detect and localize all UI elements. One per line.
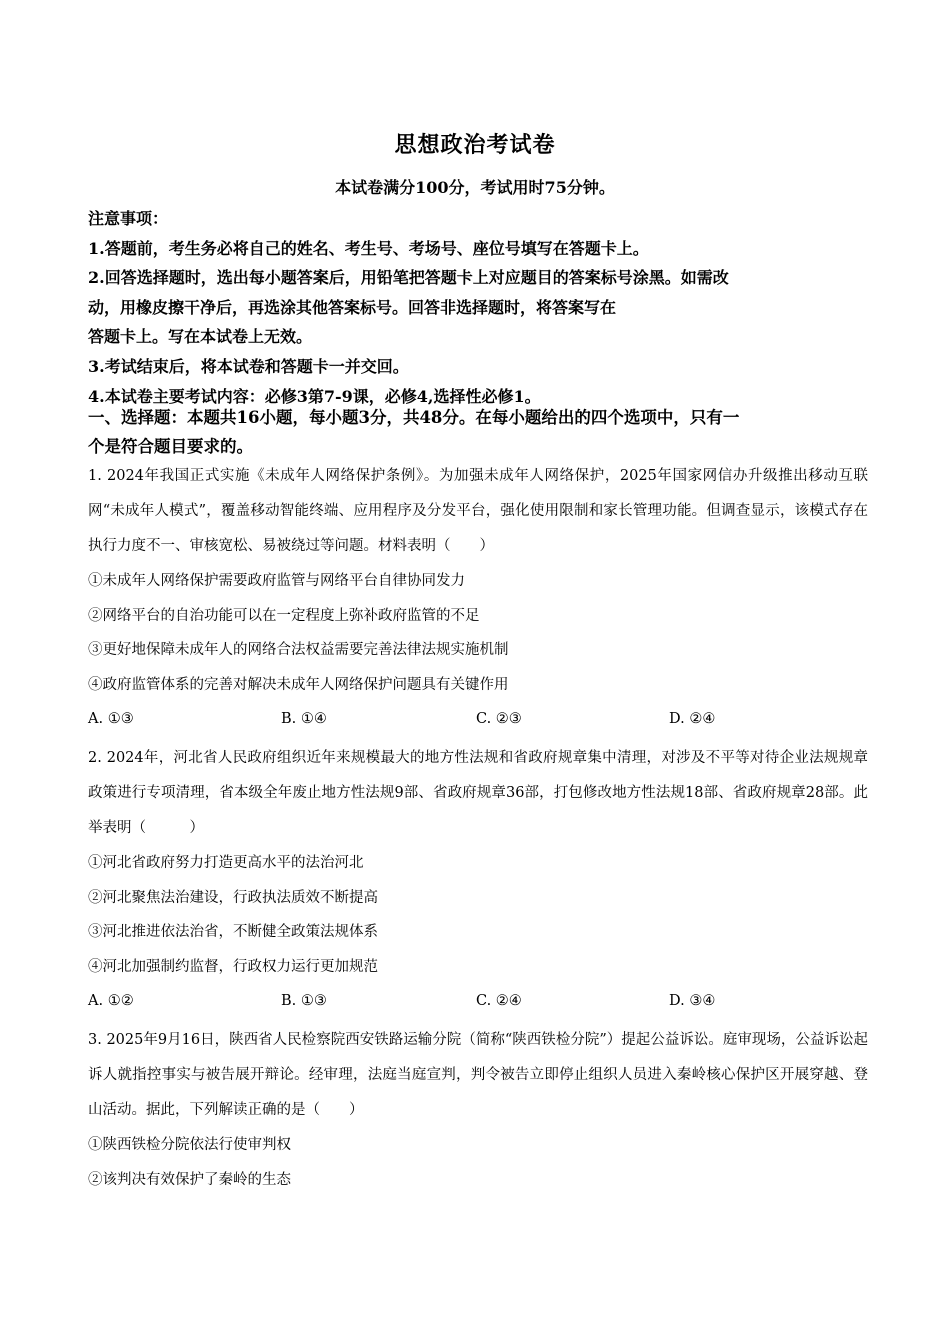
notice-item: 3.考试结束后，将本试卷和答题卡一并交回。: [88, 356, 409, 376]
answer-options: [88, 984, 868, 1018]
option-b: B. ①④: [281, 711, 327, 727]
question-stem: 3. 2025年9月16日，陕西省人民检察院西安铁路运输分院（简称“陕西铁检分院”）提起公益诉讼。庭审现场，公益诉讼起诉人就指控事实与被告展开辩论。经审理，法庭当庭宣判，判令被告立即停止组织人员进入秦岭核心保护区开展穿越、登山活动。据此，下列解读正确的是（ ）: [88, 1032, 868, 1118]
notice-block: [88, 204, 868, 411]
statement: ④政府监管体系的完善对解决未成年人网络保护问题具有关键作用: [88, 676, 509, 693]
question-stem: 2. 2024年，河北省人民政府组织近年来规模最大的地方性法规和省政府规章集中清理，对涉及不平等对待企业法规规章政策进行专项清理，省本级全年废止地方性法规9部、省政府规章36部，打包修改地方性法规18部、省政府规章28部。此举表明（ ）: [88, 750, 868, 836]
question-2: [88, 741, 868, 1018]
statement: ③河北推进依法治省，不断健全政策法规体系: [88, 924, 378, 940]
statement: ③更好地保障未成年人的网络合法权益需要完善法律法规实施机制: [88, 642, 509, 658]
question-stem: 1. 2024年我国正式实施《未成年人网络保护条例》。为加强未成年人网络保护，2025年国家网信办升级推出移动互联网“未成年人模式”，覆盖移动智能终端、应用程序及分发平台，强化使用限制和家长管理功能。但调查显示，该模式存在执行力度不一、审核宽松、易被绕过等问题。材料表明（ ）: [88, 468, 868, 554]
statement: ②河北聚焦法治建设，行政执法质效不断提高: [88, 889, 378, 906]
notice-item: 2.回答选择题时，选出每小题答案后，用铅笔把答题卡上对应题目的答案标号涂黑。如需改: [88, 268, 729, 288]
statement: ①陕西铁检分院依法行使审判权: [88, 1137, 291, 1153]
question-1: [88, 459, 868, 736]
exam-info: 本试卷满分100分，考试用时75分钟。: [335, 178, 615, 197]
option-d: D. ③④: [669, 993, 716, 1009]
statement: ①未成年人网络保护需要政府监管与网络平台自律协同发力: [88, 573, 465, 589]
option-a: A. ①③: [88, 711, 134, 727]
notice-item: 1.答题前，考生务必将自己的姓名、考生号、考场号、座位号填写在答题卡上。: [88, 238, 649, 258]
notice-item: 答题卡上。写在本试卷上无效。: [88, 327, 313, 347]
section-heading: [88, 403, 868, 461]
notice-heading: 注意事项：: [88, 209, 169, 228]
answer-options: [88, 702, 868, 736]
page-title: 思想政治考试卷: [394, 132, 556, 158]
question-3: [88, 1023, 868, 1197]
notice-item: 4.本试卷主要考试内容：必修3第7-9课，必修4,选择性必修1。: [88, 386, 541, 406]
option-c: C. ②③: [476, 711, 522, 727]
option-b: B. ①③: [281, 993, 327, 1009]
statement: ②网络平台的自治功能可以在一定程度上弥补政府监管的不足: [88, 607, 480, 624]
statement: ④河北加强制约监督，行政权力运行更加规范: [88, 958, 378, 975]
notice-item: 动，用橡皮擦干净后，再选涂其他答案标号。回答非选择题时，将答案写在: [88, 297, 617, 317]
option-a: A. ①②: [88, 993, 134, 1009]
statement: ②该判决有效保护了秦岭的生态: [88, 1171, 291, 1188]
statement: ①河北省政府努力打造更高水平的法治河北: [88, 855, 364, 871]
section-heading-line: 一、选择题：本题共16小题，每小题3分，共48分。在每小题给出的四个选项中，只有一: [88, 408, 740, 427]
option-d: D. ②④: [669, 711, 716, 727]
option-c: C. ②④: [476, 993, 522, 1009]
section-heading-line: 个是符合题目要求的。: [88, 437, 253, 456]
